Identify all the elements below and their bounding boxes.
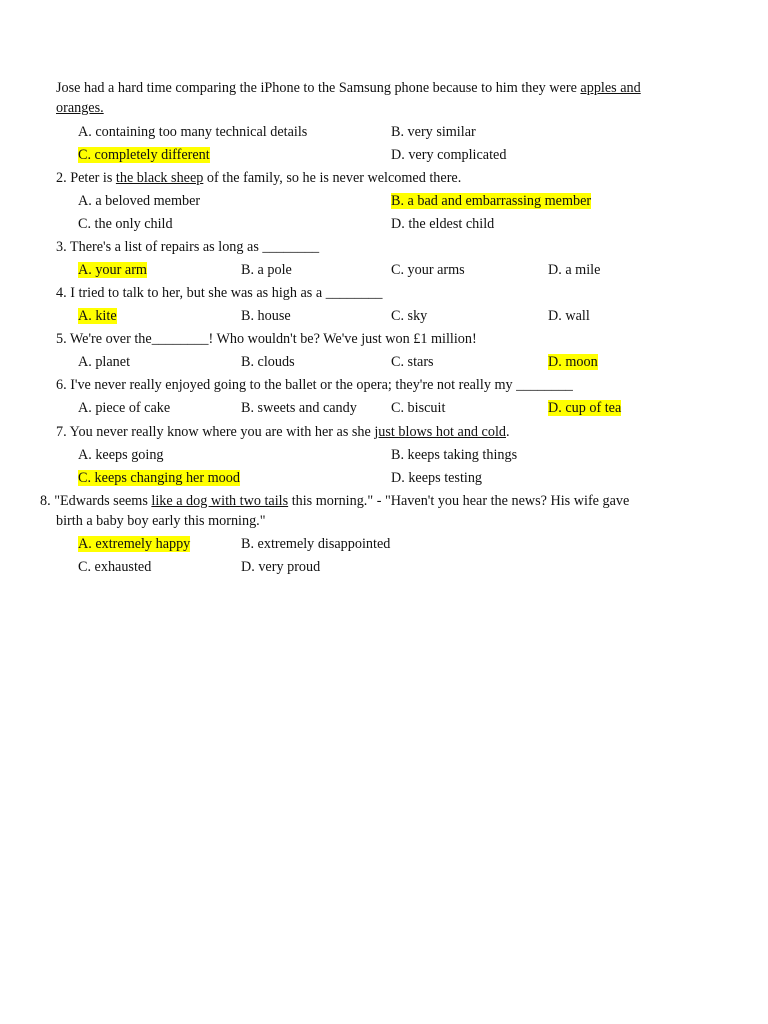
question-6-stem: 6. I've never really enjoyed going to the ballet or the opera; they're not really my ________ [56,377,573,393]
q2-option-b: B. a bad and embarrassing member [391,193,592,209]
question-1-stem: Jose had a hard time comparing the iPhone to the Samsung phone because to him they were apples and [56,80,641,96]
question-2-stem: 2. Peter is the black sheep of the family, so he is never welcomed there. [56,170,462,186]
q8-option-c: C. exhausted [78,559,152,575]
question-7-stem: 7. You never really know where you are with her as she just blows hot and cold. [56,424,510,440]
question-4-stem: 4. I tried to talk to her, but she was as high as a ________ [56,285,383,301]
q5-option-c: C. stars [391,354,434,370]
q1-option-d: D. very complicated [391,147,507,163]
q6-option-d: D. cup of tea [548,400,622,416]
q2-option-a: A. a beloved member [78,193,201,209]
q3-option-b: B. a pole [241,262,292,278]
q6-option-b: B. sweets and candy [241,400,357,416]
question-8-stem: 8. "Edwards seems like a dog with two tails this morning." - "Haven't you hear the news? His wife gave [40,493,630,509]
q3-option-a-wrap [78,262,147,279]
q5-option-b: B. clouds [241,354,295,370]
q8-option-a: A. extremely happy [78,536,191,552]
q7-option-c: C. keeps changing her mood [78,470,240,486]
q1-option-b: B. very similar [391,124,476,140]
q1-option-c: C. completely different [78,147,210,163]
q8-option-a-wrap [78,536,190,553]
q6-option-c: C. biscuit [391,400,446,416]
q2-option-c: C. the only child [78,216,173,232]
q5-option-d: D. moon [548,354,598,370]
q2-option-b-wrap [391,193,591,210]
q7-option-d: D. keeps testing [391,470,483,486]
q3-option-c: C. your arms [391,262,465,278]
q4-option-b: B. house [241,308,291,324]
q4-option-a-wrap [78,308,117,325]
q6-option-d-wrap [548,400,621,417]
q5-option-d-wrap [548,354,598,371]
q4-option-a: A. kite [78,308,117,324]
q1-option-a: A. containing too many technical details [78,124,308,140]
q1-option-c-wrap [78,147,210,164]
q3-option-d: D. a mile [548,262,601,278]
q7-option-a: A. keeps going [78,447,164,463]
q8-option-d: D. very proud [241,559,321,575]
q6-option-a: A. piece of cake [78,400,171,416]
q4-option-c: C. sky [391,308,428,324]
q2-option-d: D. the eldest child [391,216,495,232]
q8-option-b: B. extremely disappointed [241,536,391,552]
q3-option-a: A. your arm [78,262,147,278]
question-1-stem-cont: oranges. [56,100,104,116]
q7-option-c-wrap [78,470,240,487]
q7-option-b: B. keeps taking things [391,447,518,463]
q5-option-a: A. planet [78,354,131,370]
question-8-stem-cont: birth a baby boy early this morning." [56,513,266,529]
question-3-stem: 3. There's a list of repairs as long as ________ [56,239,320,255]
q4-option-d: D. wall [548,308,590,324]
question-5-stem: 5. We're over the________! Who wouldn't be? We've just won £1 million! [56,331,477,347]
